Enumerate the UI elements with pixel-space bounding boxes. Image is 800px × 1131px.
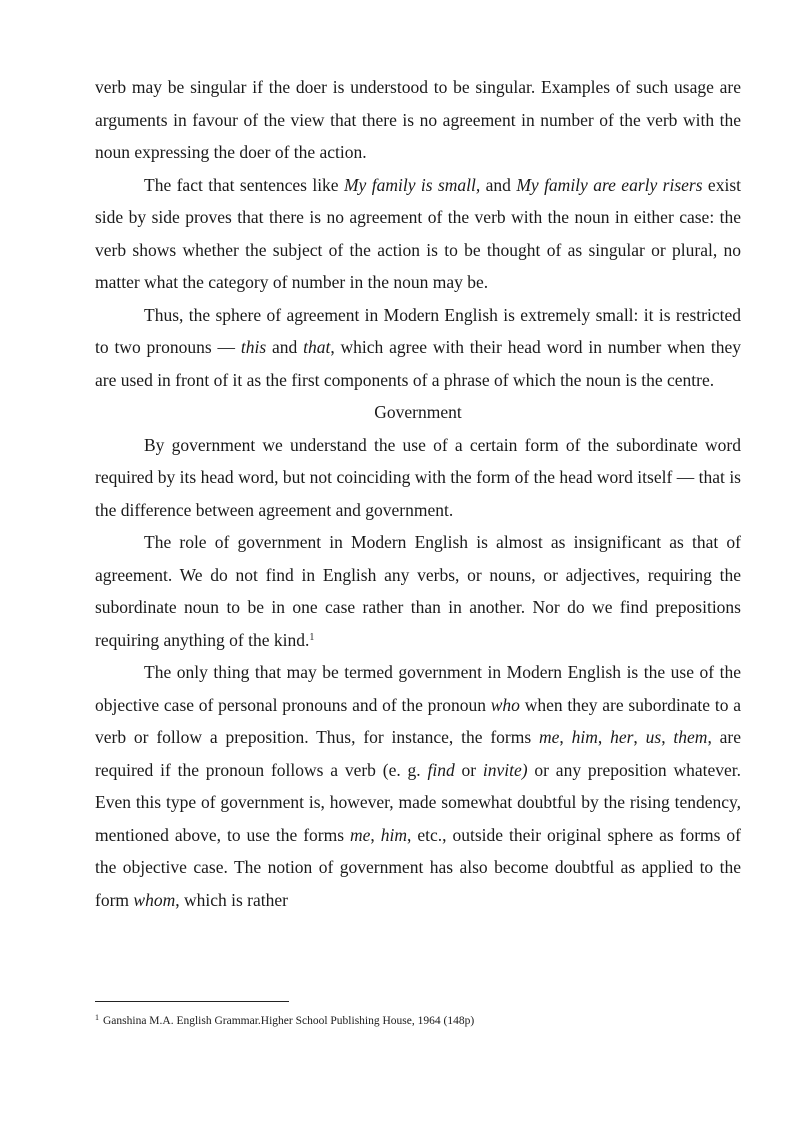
example-word: us — [645, 727, 662, 747]
paragraph-2 — [95, 169, 741, 299]
footnote-number: 1 — [95, 1013, 99, 1022]
example-word: who — [490, 694, 520, 715]
text-run: , are required if the pronoun follows a verb (e. g. — [95, 727, 742, 780]
example-word: me — [350, 824, 371, 845]
text-run: , — [661, 727, 674, 747]
footnote-reference[interactable]: 1 — [309, 631, 315, 643]
paragraph-4 — [95, 429, 741, 527]
text-run: exist side by side proves that there is no agreement of the verb with the noun in either case: the verb shows whether the subject of the action is to be thought of as singular or plural, no matter what the category of number in the noun may be. — [95, 174, 741, 292]
text-run: , which is rather — [175, 889, 288, 910]
example-word: them — [673, 727, 708, 747]
text-run: , etc., outside their original sphere as forms of the objective case. The notion of government has also become doubtful as applied to the form — [95, 824, 742, 910]
page-body — [95, 71, 741, 916]
paragraph-5 — [95, 526, 741, 656]
example-word: her — [610, 727, 634, 747]
footnote-text: Ganshina M.A. English Grammar.Higher School Publishing House, 1964 (148p) — [103, 1015, 475, 1027]
footnote — [95, 1013, 741, 1029]
text-run: Thus, the sphere of agreement in Modern English is extremely small: it is restricted to two pronouns — — [95, 304, 741, 357]
text-run: The fact that sentences like — [144, 174, 344, 195]
text-run: when they are subordinate to a verb or follow a preposition. Thus, for instance, the forms — [95, 694, 741, 747]
section-heading: Government — [374, 402, 462, 422]
text-run: , — [633, 727, 646, 747]
paragraph-6 — [95, 656, 741, 916]
text-run: or — [454, 759, 483, 780]
example-sentence: My family are early risers — [516, 174, 703, 195]
text-run: , — [597, 727, 611, 747]
example-word: whom — [133, 889, 176, 910]
text-run: , which agree with their head word in number when they are used in front of it as the first components of a phrase of which the noun is the centre. — [95, 337, 741, 390]
text-run: The role of government in Modern English is almost as insignificant as that of agreement. We do not find in English any verbs, or nouns, or adjectives, requiring the subordinate noun to be in one case rather than in another. Nor do we find prepositions requiring anything of the kind. — [95, 532, 741, 650]
text-run: By government we understand the use of a certain form of the subordinate word required by its head word, but not coinciding with the form of the head word itself — that is the difference between agreement and government. — [95, 434, 741, 520]
example-word: invite) — [482, 759, 528, 780]
paragraph-3 — [95, 299, 741, 397]
example-word: him — [571, 727, 598, 747]
example-sentence: My family is small, — [343, 174, 481, 195]
text-run: or any preposition whatever. Even this type of government is, however, made somewhat doubtful by the rising tendency, mentioned above, to use the forms — [95, 759, 741, 845]
example-word: find — [427, 759, 455, 780]
example-word: that — [303, 337, 331, 357]
text-run: and — [480, 174, 517, 195]
example-word: him — [380, 824, 408, 845]
footnote-separator — [95, 1001, 289, 1002]
example-word: this — [240, 337, 267, 357]
paragraph-1-text: verb may be singular if the doer is understood to be singular. Examples of such usage are arguments in favour of the view that there is no agreement in number of the verb with the noun expressing the doer of the action. — [95, 77, 741, 162]
text-run: The only thing that may be termed government in Modern English is the use of the objective case of personal pronouns and of the pronoun — [95, 662, 741, 715]
text-run: , — [559, 727, 572, 747]
paragraph-1 — [95, 71, 741, 169]
example-word: me — [538, 727, 560, 747]
text-run: and — [266, 337, 304, 357]
text-run: , — [370, 824, 381, 845]
